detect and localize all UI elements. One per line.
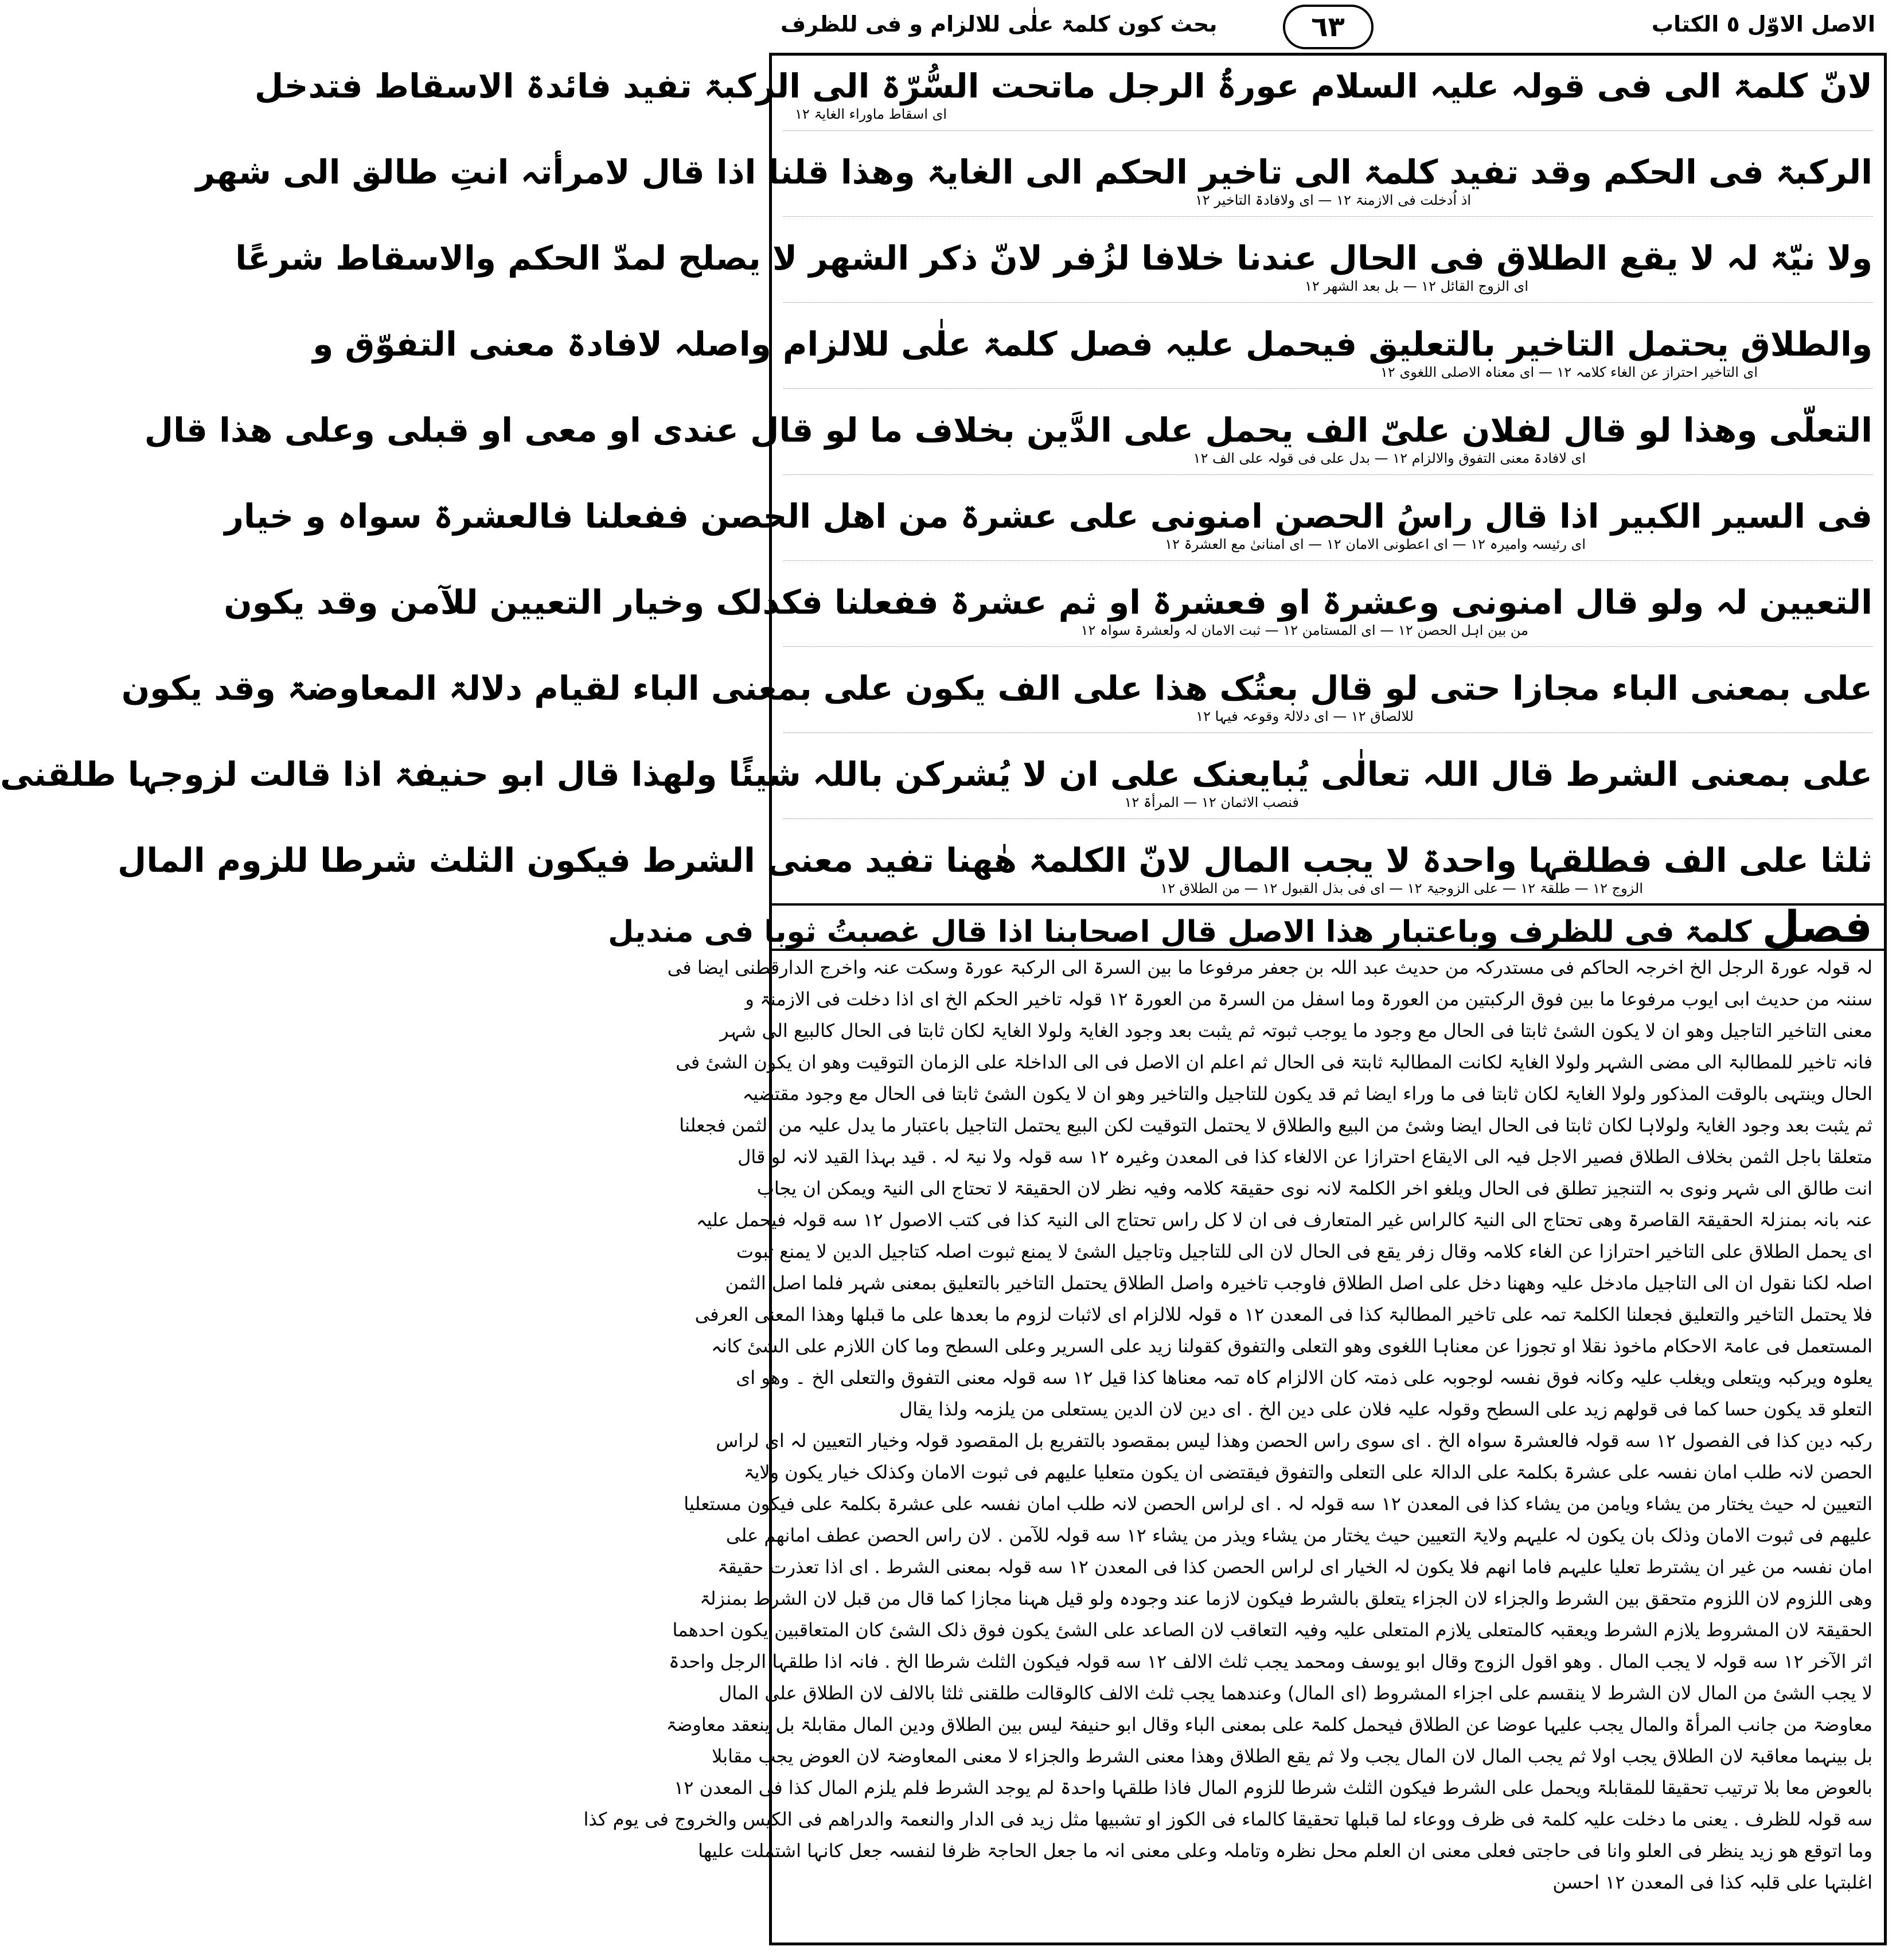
commentary-line: سه قولہ للظرف . یعنی ما دخلت علیہ کلمۃ فی ظرف ووعاء لما قبلھا تحقیقا کالماء فی الکوز او تشبیھا مثل زید فی الدار والنعمۃ والدراھم فی الکیس والخروج فی یوم کذا <box>583 1808 1872 1830</box>
commentary-line: علیھم فی ثبوت الامان وذلک بان یکون لہ علیہم ولایۃ التعیین حیث یختار من یشاء ویذر من یشاء ١٢ سه قولہ للآمن . لان راس الحصن عطف امانھم علی <box>725 1524 1872 1546</box>
matn-gloss: للالصاق ١٢ — ای دلالۃ وقوعہ فیہا ١٢ <box>1196 708 1414 724</box>
matn-line <box>313 314 1872 389</box>
commentary-line: معاوضۃ من جانب المرأۃ والمال یجب علیہا عوضا عن الطلاق فیحمل کلمۃ علی بمعنی الباء وقال ابو حنیفۃ لیس بین الطلاق ودین المال مقابلۃ بل ینعقد معاوضۃ <box>666 1714 1872 1735</box>
commentary-line: فانہ تاخیر للمطالبۃ الی مضی الشہر ولولا الغایۃ لکانت المطالبۃ ثابتۃ فی الحال ثم اعلم ان الاصل فی الی الداخلۃ علی الزمان التوقیت وھو ان یکون الشیٔ فی <box>676 1051 1872 1073</box>
matn-gloss: ای لافادۃ معنی التفوق والالزام ١٢ — بدل علی فی قولہ علی الف ١٢ <box>1193 450 1586 466</box>
matn-line-text: لانّ کلمۃ الی فی قولہ علیہ السلام عورۃُ الرجل ماتحت السُّرّۃ الی الرکبۃ تفید فائدۃ الاسقاط فتدخل <box>254 67 1872 106</box>
commentary-line: لا یجب الشیٔ من المال لان الشرط لا ینقسم علی اجزاء المشروط (ای المال) وعندھما یجب ثلث الالف کالوقالت طلقنی ثلثا بالالف لان الطلاق علی المال <box>719 1682 1872 1704</box>
commentary-line: الحقیقۃ لان المشروط یلازم الشرط ویعقبہ کالمتعلی یلازم المتعلی علیہ وفیہ التعاقب لان الصاعد علی الشیٔ یکون فوق ذلک الشیٔ کان المتعاقبین یکون احدھما <box>672 1619 1872 1641</box>
commentary-line: التعلو قد یکون حسا کما فی قولھم زید علی السطح وقولہ علیہ فلان علی دین الخ . ای دین لان الدین یستعلی من یلزمہ ولذا یقال <box>899 1398 1872 1420</box>
matn-line-text: التعیین لہ ولو قال امنونی وعشرۃ او فعشرۃ او ثم عشرۃ ففعلنا فکذلک وخیار التعیین للآمن وقد یکون <box>224 583 1872 622</box>
matn-gloss: اذ اُدخلت فی الازمنۃ ١٢ — ای ولافادۃ التاخیر ١٢ <box>1195 192 1471 208</box>
commentary <box>583 952 1884 1941</box>
matn-line-text: الرکبۃ فی الحکم وقد تفید کلمۃ الی تاخیر الحکم الی الغایۃ وھذا قلنا اذا قال لامرأتہ انتِ طالق الی شھر <box>196 153 1872 192</box>
matn-line <box>121 658 1872 733</box>
matn-gloss: من بین اہل الحصن ١٢ — ای المستامن ١٢ — ثبت الامان لہ ولعشرۃ سواہ ١٢ <box>1080 622 1528 638</box>
commentary-line: بل بینہما معاقبۃ لان الطلاق یجب اولا ثم یجب المال لان المال یجب ولا ثم یقع الطلاق وھذا معنی الشرط والجزاء لا معنی المعاوضۃ لان العوض یجب مقابلا <box>712 1745 1872 1767</box>
matn-line <box>0 744 1872 819</box>
matn-gloss: ای اسقاط ماوراء الغایۃ ١٢ <box>795 106 947 122</box>
matn-line-text: علی بمعنی الشرط قال اللہ تعالٰی یُبایعنک علی ان لا یُشرکن باللہ شیئًا ولھذا قال ابو حنیفۃ اذا قالت لزوجہا طلقنی <box>0 755 1872 794</box>
fasl-label: فصل <box>1762 901 1872 952</box>
matn-line-text: ولا نیّۃ لہ لا یقع الطلاق فی الحال عندنا خلافا لزُفر لانّ ذکر الشھر لا یصلح لمدّ الحکم والاسقاط شرعًا <box>235 239 1872 278</box>
matn-line-text: والطلاق یحتمل التاخیر بالتعلیق فیحمل علیہ فصل کلمۃ علٰی للالزام واصلہ لافادۃ معنی التفوّق و <box>313 325 1872 364</box>
commentary-line: وما اتوقع ھو زید ینظر فی العلو وانا فی حاجتی فعلی معنی ان العلم محل نظرہ وتاملہ وعلی معنی انہ ما جعل الحاجۃ ظرفا لنفسہ جعل کانہا اشتملت علیھا <box>698 1840 1872 1862</box>
commentary-line: المستعمل فی عامۃ الاحکام ماخوذ نقلا او تجوزا عن معناہا اللغوی وھو التعلی والتفوق کقولنا زید علی السریر وعلی السطح وما کان اللازم علی الشیٔ کانہ <box>711 1335 1872 1357</box>
commentary-line <box>783 1898 1872 1929</box>
commentary-line: الحال وینتہی بالوقت المذکور ولولا الغایۃ لکان ثابتا فی ما وراء ایضا ثم قد یکون للتاجیل والتاخیر وھو ان لا یکون الشیٔ ثابتا فی الحال مع وجود مقتضیہ <box>742 1083 1872 1105</box>
matn-line <box>224 486 1872 561</box>
matn-line-text: التعلّی وھذا لو قال لفلان علیّ الف یحمل علی الدَّین بخلاف ما لو قال عندی او معی او قبلی وعلی ھذا قال <box>144 411 1872 450</box>
matn-line-text: ثلثا علی الف فطلقہا واحدۃ لا یجب المال لانّ الکلمۃ ھٰھنا تفید معنی الشرط فیکون الثلث شرطا للزوم المال <box>118 841 1872 880</box>
fasl-heading-line <box>608 901 1884 952</box>
commentary-line: لہ قولہ عورۃ الرجل الخ اخرجہ الحاکم فی مستدرکہ من حدیث عبد اللہ بن جعفر مرفوعا ما بین السرۃ الی الرکبۃ عورۃ وسکت عنہ واخرج الدارقطنی ایضا فی <box>667 957 1872 978</box>
commentary-line: الحصن لانہ طلب امان نفسہ علی عشرۃ بکلمۃ علی الدالۃ علی التعلی والتفوق فیقتضی ان یکون متعلیا علیھم فی ثبوت الامان وکذلک خیار یکون ولایۃ <box>743 1461 1872 1483</box>
commentary-line: بالعوض معا بلا ترتیب تحقیقا للمقابلۃ ویحمل علی الشرط فیکون الثلث شرطا للزوم المال فاذا طلقہا واحدۃ لم یوجد الشرط فلم یلزم المال کذا فی المعدن ١٢ <box>674 1777 1872 1799</box>
commentary-line: انت طالق الی شہر ونوی بہ التنجیز تطلق فی الحال ویلغو اخر الکلمۃ لانہ نوی حقیقۃ کلامہ وفیہ نظر لان الحقیقۃ لا تحتاج الی النیۃ ویمکن ان یجاب <box>756 1177 1872 1199</box>
matn-line <box>118 830 1872 905</box>
matn-line-text: فی السیر الکبیر اذا قال راسُ الحصن امنونی علی عشرۃ من اھل الحصن ففعلنا فالعشرۃ سواہ و خیار <box>224 497 1872 536</box>
commentary-line: التعیین لہ حیث یختار من یشاء ویامن من یشاء کذا فی المعدن ١٢ سه قولہ لہ . ای لراس الحصن لانہ طلب امان نفسہ علی عشرۃ بکلمۃ علی فیکون مستعلیا <box>684 1493 1872 1515</box>
matn-gloss: ای رئیسہ وامیرہ ١٢ — ای اعطونی الامان ١٢ — ای امنانیٰ مع العشرۃ ١٢ <box>1165 536 1586 552</box>
matn-line <box>224 572 1872 647</box>
matn-gloss: ای الزوج القائل ١٢ — بل بعد الشھر ١٢ <box>1304 278 1528 294</box>
commentary-line: سننہ من حدیث ابی ایوب مرفوعا ما بین فوق الرکبتین من العورۃ وما اسفل من السرۃ من العورۃ ١٢ قولہ تاخیر الحکم الخ ای اذا دخلت فی الازمنۃ و <box>745 988 1872 1010</box>
commentary-line: معنی التاخیر التاجیل وھو ان لا یکون الشیٔ ثابتا فی الحال مع وجود ما یوجب ثبوتہ ثم یثبت بعد وجود الغایۃ ولولا الغایۃ لکان ثابتا فی الحال کالبیع الی شہر <box>720 1020 1872 1042</box>
running-head-right: الاصل الاوّل ٥ الکتاب <box>1651 11 1875 37</box>
fasl-line-content <box>608 901 1872 952</box>
commentary-line: ای یحمل الطلاق علی التاخیر احترازا عن الغاء کلامہ وقال زفر یقع فی الحال لان الی للتاجیل وتاجیل الشیٔ لا یمنع ثبوت اصلہ کتاجیل الدین لا یمنع ثبوت <box>736 1241 1872 1262</box>
matn-line <box>144 400 1872 475</box>
commentary-line: رکبہ دین کذا فی الفصول ١٢ سه قولہ فالعشرۃ سواہ الخ . ای سوی راس الحصن وھذا لیس بمقصود بالتفریع بل المقصود قولہ وخیار التعیین لہ ای لراس <box>716 1430 1872 1452</box>
matn-line <box>235 228 1872 303</box>
commentary-line: وھی اللزوم لان اللزوم متحقق بین الشرط والجزاء لان الجزاء یتعلق بالشرط فیکون لازما عند وجودہ ولو قیل ھہنا مجازا کما قال من قبل لان الشرط بمنزلۃ <box>700 1588 1872 1609</box>
matn-line-text: علی بمعنی الباء مجازا حتی لو قال بعتُک ھذا علی الف یکون علی بمعنی الباء لقیام دلالۃ المعاوضۃ وقد یکون <box>121 669 1872 708</box>
main-text <box>0 56 1884 952</box>
commentary-line: متعلقا باجل الثمن بخلاف الطلاق فصیر الاجل فیہ الی الایقاع احترازا عن الالغاء کذا فی المعدن وغیرہ ١٢ سه قولہ ولا نیۃ لہ . قید بہذا القید لانہ لو قال <box>738 1146 1872 1168</box>
commentary-line: فلا یحتمل التاخیر والتعلیق فجعلنا الکلمۃ تمہ علی تاخیر المطالبۃ کذا فی المعدن ١٢ ہ قولہ للالزام ای لاثبات لزوم ما بعدھا علی ما قبلھا وھذا المعنی العرفی <box>695 1304 1872 1325</box>
page-header <box>769 5 1887 50</box>
matn-line <box>196 142 1872 217</box>
commentary-line: ثم یثبت بعد وجود الغایۃ ولولاہا لکان ثابتا فی الحال ایضا وشیٔ من البیع والطلاق لا یحتمل التوقیت لکن البیع یحتمل التاجیل باعتبار ما یدل علیہ من الثمن فجعلنا <box>679 1114 1872 1136</box>
commentary-line: اغلبتہا علی قلبہ کذا فی المعدن ١٢ احسن <box>1552 1871 1872 1893</box>
commentary-line: اصلہ لکنا نقول ان الی التاجیل مادخل علیہ وھھنا دخل علی اصل الطلاق فاوجب تاخیرہ واصل الطلاق یحتمل التاخیر بالتعلیق بمعنی شہر فلما اصل الثمن <box>725 1272 1872 1294</box>
matn-gloss: الزوج ١٢ — طلقۃ ١٢ — علی الزوجیۃ ١٢ — ای فی بذل القبول ١٢ — من الطلاق ١٢ <box>1160 880 1643 896</box>
matn-line <box>254 56 1872 131</box>
commentary-line: یعلوہ ویرکبہ ویتعلی ویغلب علیہ وکانہ فوق نفسہ لوجوبہ علی ذمتہ کان الالزام کاہ تمہ معناھا کذا قیل ١٢ سه قولہ معنی التفوق والتعلی الخ ۔ وھو ای <box>736 1367 1872 1388</box>
commentary-line: امان نفسہ من غیر ان یشترط تعلیا علیہم فاما انھم فلا یکون لہ الخیار ای لراس الحصن کذا فی المعدن ١٢ سه قولہ بمعنی الشرط . ای اذا تعذرت حقیقۃ <box>717 1556 1872 1578</box>
commentary-line: عنہ بانہ بمنزلۃ الحقیقۃ القاصرۃ وھی تحتاج الی النیۃ کالراس غیر المتعارف فی ان لا کل راس تحتاج الی النیۃ کذا فی کتب الاصول ١٢ سه قولہ فیحمل علیہ <box>696 1209 1872 1231</box>
running-head-left: بحث کون کلمۃ علٰی للالزام و فی للظرف <box>781 11 1218 37</box>
commentary-line: اثر الآخر ١٢ سه قولہ لا یجب المال . وھو اقول الزوج وقال ابو یوسف ومحمد یجب ثلث الالف ١٢ سه قولہ فیکون الثلث شرطا الخ . فانہ اذا طلقہا الرجل واحدۃ <box>669 1651 1872 1672</box>
page-number: ٦٣ <box>1283 5 1374 49</box>
matn-gloss: ای التاخیر احتراز عن الغاء کلامہ ١٢ — ای معناہ الاصلی اللغوی ١٢ <box>1380 364 1758 380</box>
matn-gloss: فنصب الاثمان ١٢ — المرأۃ ١٢ <box>1124 794 1299 810</box>
fasl-text: کلمۃ فی للظرف وباعتبار ھذا الاصل قال اصحابنا اذا قال غصبتُ ثوبا فی مندیل <box>608 915 1752 949</box>
